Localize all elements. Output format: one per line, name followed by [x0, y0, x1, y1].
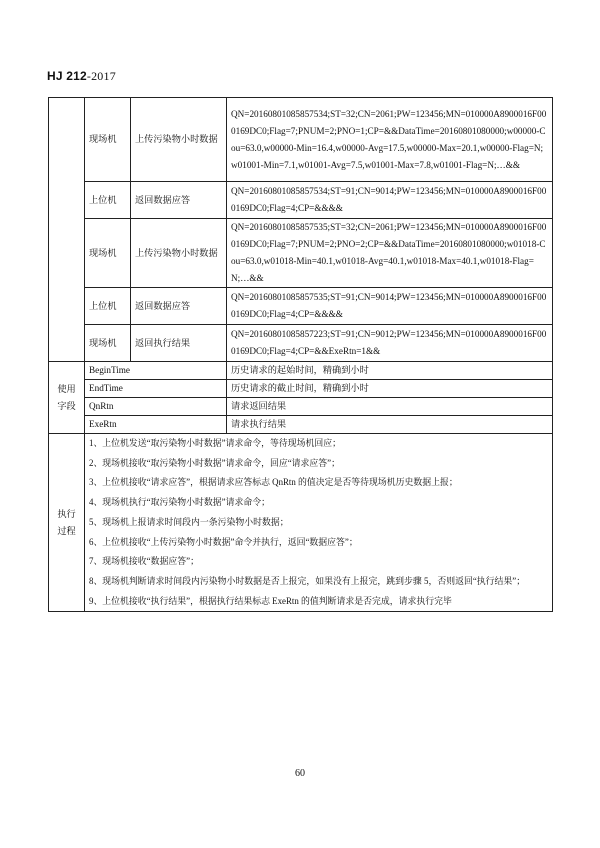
- sender-cell: 现场机: [85, 325, 131, 362]
- message-cell: QN=20160801085857535;ST=32;CN=2061;PW=123456;MN=010000A8900016F000169DC0;Flag=7;PNUM=2;PNO=2;CP=&&DataTime=20160801080000;w01018-Cou=63.0,w01018-Min=40.1,w01018-Avg=40.1,w01018-Max=40.1,w01018-Flag=N;…&&: [227, 219, 553, 288]
- sender-cell: 上位机: [85, 288, 131, 325]
- exchange-row: [49, 288, 553, 325]
- exchange-row: [49, 325, 553, 362]
- process-step: 9、上位机接收“执行结果”，根据执行结果标志 ExeRtn 的值判断请求是否完成，请求执行完毕: [89, 595, 452, 606]
- action-cell: 返回数据应答: [131, 288, 227, 325]
- process-step: 7、现场机接收“数据应答”；: [89, 556, 199, 567]
- action-cell: 返回数据应答: [131, 182, 227, 219]
- sender-cell: 上位机: [85, 182, 131, 219]
- document-header: [47, 69, 116, 84]
- process-step: 6、上位机接收“上传污染物小时数据”命令并执行，返回“数据应答”；: [89, 536, 358, 547]
- field-desc: 请求返回结果: [227, 398, 553, 416]
- message-cell: QN=20160801085857534;ST=91;CN=9014;PW=123456;MN=010000A8900016F000169DC0;Flag=4;CP=&&&&: [227, 182, 553, 219]
- process-row: [49, 434, 553, 612]
- field-desc: 历史请求的截止时间，精确到小时: [227, 380, 553, 398]
- field-desc: 历史请求的起始时间，精确到小时: [227, 362, 553, 380]
- action-cell: 返回执行结果: [131, 325, 227, 362]
- process-step: 3、上位机接收“请求应答”，根据请求应答标志 QnRtn 的值决定是否等待现场机历史数据上报；: [89, 477, 458, 488]
- process-step: 8、现场机判断请求时间段内污染物小时数据是否上报完，如果没有上报完，跳到步骤 5，否则返回“执行结果”；: [89, 575, 526, 586]
- fields-section-label: 使用字段: [49, 362, 85, 434]
- exchange-row: [49, 182, 553, 219]
- field-row: [49, 398, 553, 416]
- action-cell: 上传污染物小时数据: [131, 98, 227, 182]
- process-section-label: 执行过程: [49, 434, 85, 612]
- sender-cell: 现场机: [85, 98, 131, 182]
- exchange-row: [49, 98, 553, 182]
- exchange-left-cell: [49, 98, 85, 362]
- field-row: [49, 380, 553, 398]
- standard-year: -2017: [86, 69, 116, 83]
- field-row: [49, 362, 553, 380]
- sender-cell: 现场机: [85, 219, 131, 288]
- message-cell: QN=20160801085857223;ST=91;CN=9012;PW=123456;MN=010000A8900016F000169DC0;Flag=4;CP=&&ExeRtn=1&&: [227, 325, 553, 362]
- field-desc: 请求执行结果: [227, 416, 553, 434]
- standard-code: HJ 212: [47, 69, 87, 83]
- process-step: 2、现场机接收“取污染物小时数据”请求命令，回应“请求应答”；: [89, 457, 340, 468]
- field-row: [49, 416, 553, 434]
- protocol-table: [48, 97, 553, 612]
- action-cell: 上传污染物小时数据: [131, 219, 227, 288]
- process-step: 4、现场机执行“取污染物小时数据”请求命令；: [89, 497, 270, 508]
- field-name: QnRtn: [85, 398, 227, 416]
- message-cell: QN=20160801085857535;ST=91;CN=9014;PW=123456;MN=010000A8900016F000169DC0;Flag=4;CP=&&&&: [227, 288, 553, 325]
- process-step: 1、上位机发送“取污染物小时数据”请求命令，等待现场机回应；: [89, 438, 341, 448]
- process-steps: [85, 434, 553, 612]
- field-name: ExeRtn: [85, 416, 227, 434]
- message-cell: QN=20160801085857534;ST=32;CN=2061;PW=123456;MN=010000A8900016F000169DC0;Flag=7;PNUM=2;PNO=1;CP=&&DataTime=20160801080000;w00000-Cou=63.0,w00000-Min=16.4,w00000-Avg=17.5,w00000-Max=20.1,w00000-Flag=N;w01001-Min=7.1,w01001-Avg=7.5,w01001-Max=7.8,w01001-Flag=N;…&&: [227, 98, 553, 182]
- exchange-row: [49, 219, 553, 288]
- field-name: BeginTime: [85, 362, 227, 380]
- page-number: 60: [295, 768, 305, 779]
- process-step: 5、现场机上报请求时间段内一条污染物小时数据；: [89, 516, 289, 527]
- field-name: EndTime: [85, 380, 227, 398]
